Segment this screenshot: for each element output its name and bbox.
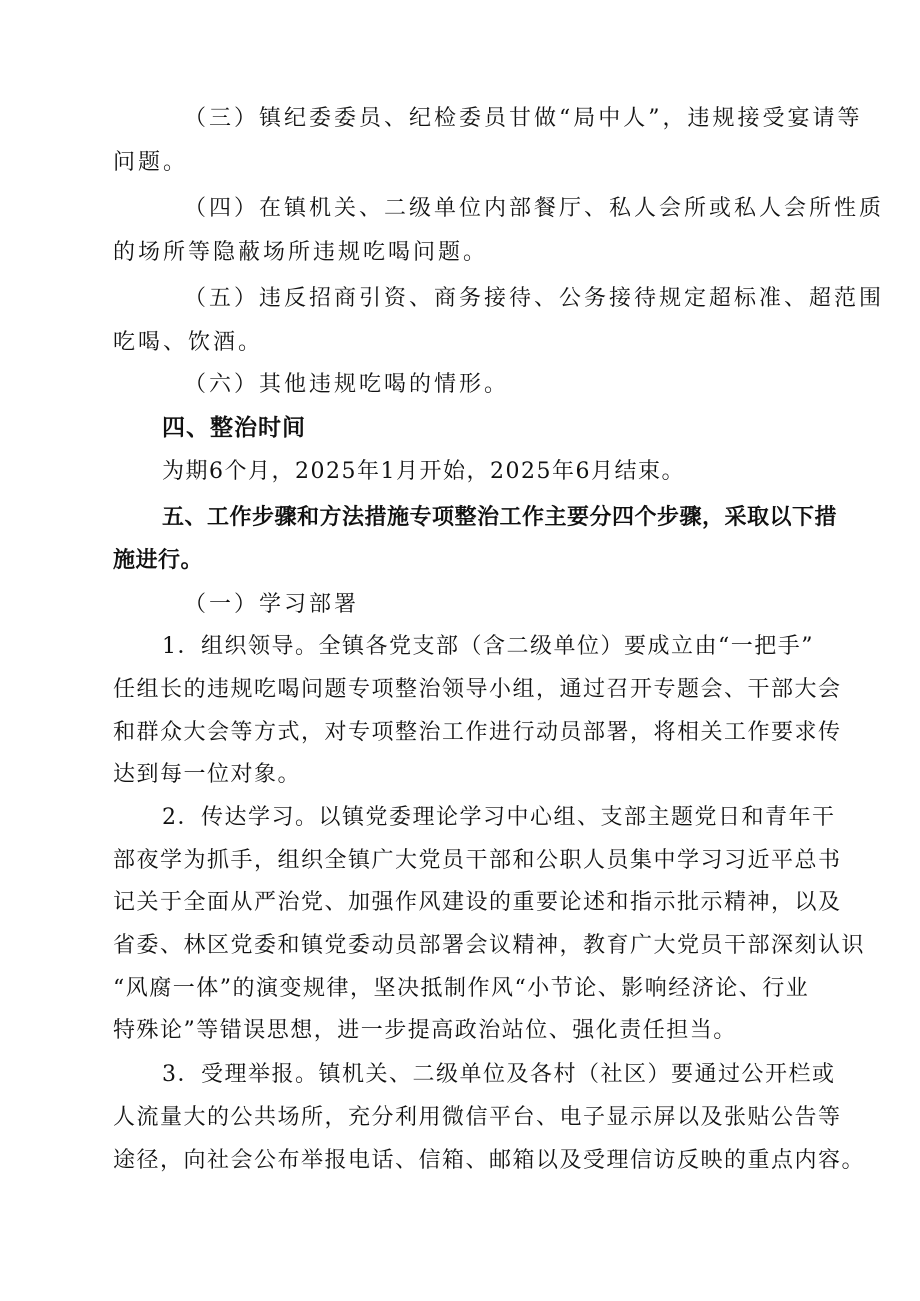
- paragraph-line: （四）在镇机关、二级单位内部餐厅、私人会所或私人会所性质: [184, 196, 885, 221]
- section-heading: 五、工作步骤和方法措施专项整治工作主要分四个步骤，采取以下措: [162, 505, 838, 530]
- paragraph-line: 问题。: [113, 150, 189, 175]
- paragraph-line: 1．组织领导。全镇各党支部（含二级单位）要成立由“一把手”: [162, 634, 814, 659]
- paragraph-line: 3．受理举报。镇机关、二级单位及各村（社区）要通过公开栏或: [162, 1062, 836, 1087]
- subsection-heading: （一）学习部署: [184, 592, 360, 617]
- paragraph-line: 任组长的违规吃喝问题专项整治领导小组，通过召开专题会、干部大会: [113, 677, 842, 702]
- paragraph-line: 部夜学为抓手，组织全镇广大党员干部和公职人员集中学习习近平总书: [113, 848, 842, 873]
- paragraph-line: “风腐一体”的演变规律，坚决抵制作风“小节论、影响经济论、行业: [113, 976, 810, 1001]
- paragraph-line: （三）镇纪委委员、纪检委员甘做“局中人”，违规接受宴请等: [184, 106, 863, 131]
- paragraph-line: 和群众大会等方式，对专项整治工作进行动员部署，将相关工作要求传: [113, 720, 842, 745]
- paragraph-line: 为期6个月，2025年1月开始，2025年6月结束。: [162, 459, 685, 484]
- paragraph-line: 2．传达学习。以镇党委理论学习中心组、支部主题党日和青年干: [162, 805, 836, 830]
- paragraph-line: 吃喝、饮酒。: [113, 330, 264, 355]
- paragraph-line: （五）违反招商引资、商务接待、公务接待规定超标准、超范围: [184, 286, 885, 311]
- section-heading: 四、整治时间: [162, 415, 306, 441]
- paragraph-line: 记关于全面从严治党、加强作风建设的重要论述和指示批示精神，以及: [113, 890, 842, 915]
- paragraph-line: 人流量大的公共场所，充分利用微信平台、电子显示屏以及张贴公告等: [113, 1105, 842, 1130]
- paragraph-line: （六）其他违规吃喝的情形。: [184, 372, 510, 397]
- section-heading: 施进行。: [113, 548, 204, 573]
- paragraph-line: 特殊论”等错误思想，进一步提高政治站位、强化责任担当。: [113, 1018, 737, 1043]
- paragraph-line: 省委、林区党委和镇党委动员部署会议精神，教育广大党员干部深刻认识: [113, 933, 866, 958]
- paragraph-line: 途径，向社会公布举报电话、信箱、邮箱以及受理信访反映的重点内容。: [113, 1148, 866, 1173]
- paragraph-line: 达到每一位对象。: [113, 762, 302, 787]
- paragraph-line: 的场所等隐蔽场所违规吃喝问题。: [113, 240, 489, 265]
